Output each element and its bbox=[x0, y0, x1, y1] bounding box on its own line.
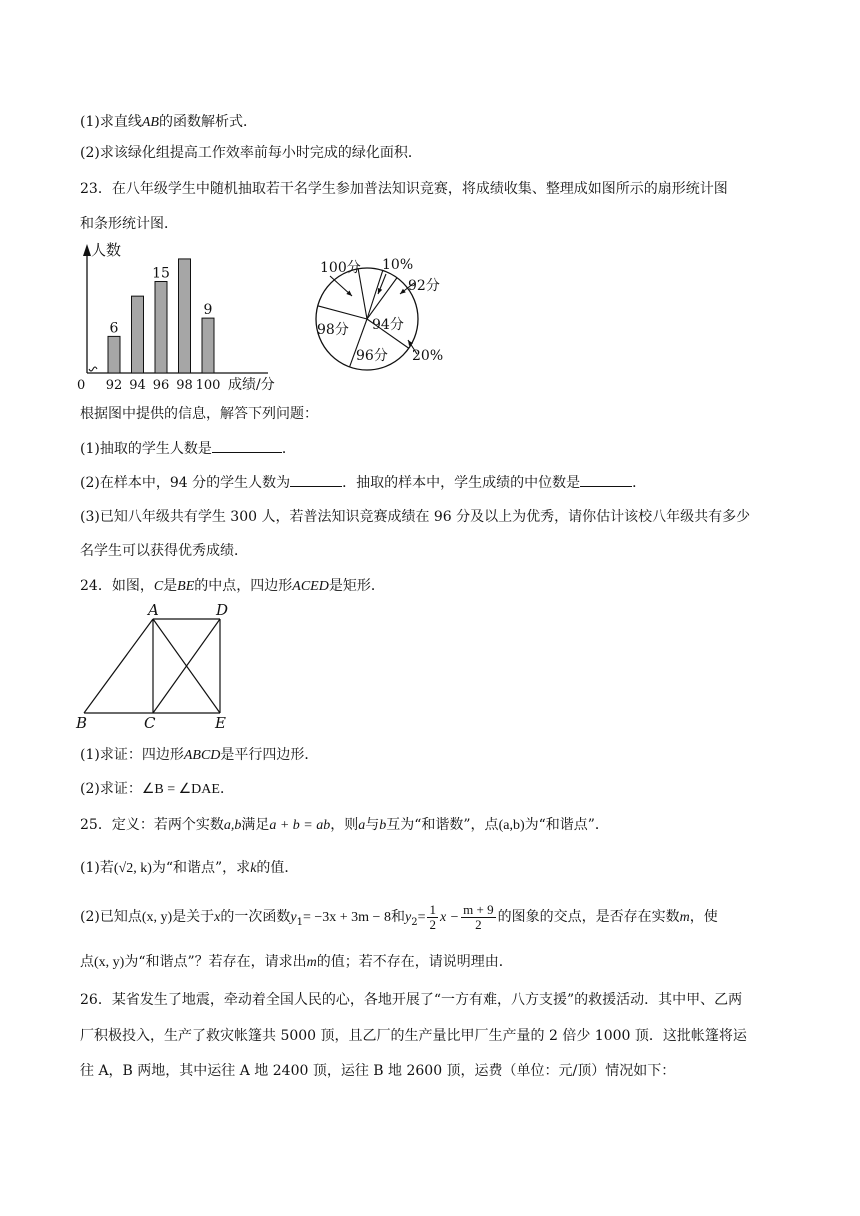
data-label-100: 9 bbox=[203, 302, 213, 319]
bar-94 bbox=[132, 296, 144, 373]
q22-part2: (2)求该绿化组提高工作效率前每小时完成的绿化面积． bbox=[80, 145, 422, 161]
answer-blank-3[interactable] bbox=[580, 472, 632, 487]
fraction-m-plus-9-over-2: $\frac{m + 9}{2}$ bbox=[463, 901, 494, 932]
fraction-one-half: $\frac{1}{2}$ bbox=[429, 901, 436, 932]
data-label-96: 15 bbox=[152, 265, 170, 282]
q25-part2-line2: 点(x, y)为“和谐点”？若存在，请求出m的值；若不存在，请说明理由． bbox=[80, 954, 513, 970]
q23-stem-line1: 23．在八年级学生中随机抽取若干名学生参加普法知识竞赛，将成绩收集、整理成如图所示的扇形统计图 bbox=[80, 181, 728, 197]
q26-line1: 26．某省发生了地震，牵动着全国人民的心，各地开展了“一方有难，八方支援”的救援活动．其中甲、乙两 bbox=[80, 992, 743, 1008]
q25-part1: (1)若(√2, k)为“和谐点”，求k的值． bbox=[80, 860, 299, 876]
label-c: C bbox=[144, 714, 156, 732]
q22-part1: (1)求直线AB的函数解析式． bbox=[80, 114, 257, 130]
q23-part2: (2)在样本中，94 分的学生人数为 ．抽取的样本中，学生成绩的中位数是 ． bbox=[80, 472, 646, 493]
slice-label-92: 92分 bbox=[408, 278, 440, 294]
bar-100 bbox=[202, 318, 214, 373]
q26-line2: 厂积极投入，生产了救灾帐篷共 5000 顶，且乙厂的生产量比甲厂生产量的 2 倍少 1000 顶．这批帐篷将运 bbox=[80, 1028, 747, 1044]
tick-label-94: 94 bbox=[129, 378, 146, 393]
tick-label-98: 98 bbox=[176, 378, 193, 393]
pie-chart bbox=[300, 250, 460, 375]
q24-part2: (2)求证：∠B = ∠DAE． bbox=[80, 781, 234, 797]
q23-part1: (1)抽取的学生人数是 ． bbox=[80, 438, 296, 459]
origin-label: 0 bbox=[77, 378, 86, 393]
y-axis-arrow bbox=[83, 244, 91, 256]
slice-label-98: 98分 bbox=[317, 322, 349, 338]
q23-stem-line2: 和条形统计图． bbox=[80, 216, 178, 232]
slice-label-94: 94分 bbox=[372, 317, 404, 333]
q25-part2-line1: (2)已知点(x, y)是关于x的一次函数$y_1= -3x + 3m - 8$和$y_2=$ $\frac{1}{2}$ x − $\frac{m + 9}{2}$ 的图象的交点，是否存在实数m，使 bbox=[80, 901, 718, 932]
tick-label-100: 100 bbox=[195, 378, 221, 393]
q23-part3-line1: (3)已知八年级共有学生 300 人，若普法知识竞赛成绩在 96 分及以上为优秀，请你估计该校八年级共有多少 bbox=[80, 509, 751, 525]
slice-label-100: 100分 bbox=[320, 260, 361, 276]
q23-part3-line2: 名学生可以获得优秀成绩． bbox=[80, 543, 248, 559]
label-a: A bbox=[148, 601, 159, 619]
axis-break bbox=[89, 367, 97, 371]
bar-96 bbox=[155, 282, 167, 374]
tick-label-96: 96 bbox=[152, 378, 170, 393]
var-ab: AB bbox=[141, 115, 159, 130]
bar-98 bbox=[179, 259, 191, 373]
label-e: E bbox=[215, 714, 226, 732]
answer-blank-2[interactable] bbox=[290, 472, 342, 487]
rectangle-figure bbox=[72, 600, 242, 732]
angle-equation: ∠B = ∠DAE bbox=[141, 782, 220, 797]
bar-chart bbox=[70, 238, 300, 398]
segment-ab bbox=[84, 619, 153, 713]
q25-stem: 25．定义：若两个实数a,b满足a + b = ab，则a与b互为“和谐数”，点(a,b)为“和谐点”． bbox=[80, 817, 609, 833]
percent-label-20: 20% bbox=[412, 348, 444, 364]
label-b: B bbox=[76, 714, 88, 732]
label-d: D bbox=[216, 601, 229, 619]
bar-92 bbox=[108, 336, 120, 373]
tick-label-92: 92 bbox=[105, 378, 123, 393]
x-axis-label: 成绩/分 bbox=[228, 377, 275, 393]
q24-stem: 24．如图，C是BE的中点，四边形ACED是矩形． bbox=[80, 578, 385, 594]
slice-label-96: 96分 bbox=[356, 348, 388, 364]
data-label-92: 6 bbox=[109, 320, 119, 337]
q24-part1: (1)求证：四边形ABCD是平行四边形． bbox=[80, 747, 319, 763]
answer-blank-1[interactable] bbox=[212, 438, 282, 453]
percent-label-10: 10% bbox=[382, 257, 414, 273]
q23-intro: 根据图中提供的信息，解答下列问题： bbox=[80, 406, 318, 422]
q26-line3: 往 A，B 两地，其中运往 A 地 2400 顶，运往 B 地 2600 顶，运费（单位：元/顶）情况如下： bbox=[80, 1063, 676, 1079]
y-axis-label: 人数 bbox=[91, 241, 122, 259]
